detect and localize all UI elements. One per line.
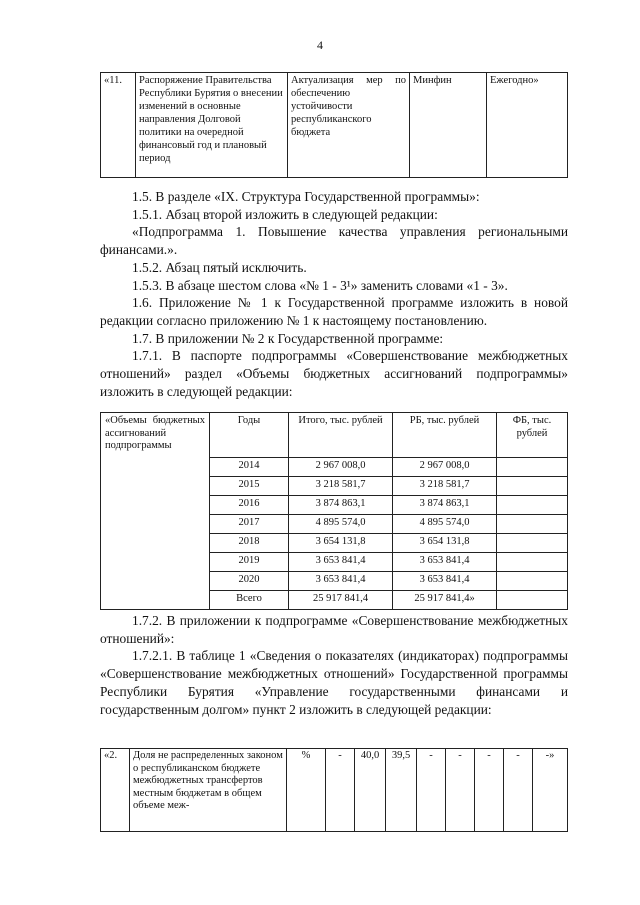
cell-fb	[497, 496, 568, 515]
table-1	[100, 72, 568, 178]
cell-unit: %	[287, 749, 326, 832]
cell-rb: 3 654 131,8	[393, 534, 497, 553]
table-header-row	[101, 413, 568, 458]
cell-label: «Объемы бюджетных ассигнований подпрограммы	[101, 413, 210, 610]
cell-fb	[497, 515, 568, 534]
cell-value: 40,0	[355, 749, 386, 832]
cell-document: Распоряжение Правительства Республики Бурятия о внесении изменений в основные направления Долговой политики на очередной финансовый год и плановый период	[136, 73, 288, 178]
cell-rb: 3 874 863,1	[393, 496, 497, 515]
cell-number: «2.	[101, 749, 130, 832]
header-fb: ФБ, тыс. рублей	[497, 413, 568, 458]
table-2	[100, 412, 568, 610]
cell-total: 4 895 574,0	[289, 515, 393, 534]
cell-rb: 25 917 841,4»	[393, 591, 497, 610]
cell-rb: 3 218 581,7	[393, 477, 497, 496]
paragraph: 1.6. Приложение № 1 к Государственной программе изложить в новой редакции согласно приложению № 1 к настоящему постановлению.	[100, 295, 568, 328]
paragraph: 1.5.1. Абзац второй изложить в следующей редакции:	[132, 206, 438, 222]
cell-total: 3 654 131,8	[289, 534, 393, 553]
cell-period: Ежегодно»	[487, 73, 568, 178]
paragraph: 1.5.2. Абзац пятый исключить.	[132, 259, 307, 275]
cell-value: -	[326, 749, 355, 832]
cell-year: 2017	[210, 515, 289, 534]
cell-fb	[497, 458, 568, 477]
cell-fb	[497, 477, 568, 496]
cell-rb: 3 653 841,4	[393, 572, 497, 591]
paragraph: 1.5. В разделе «IX. Структура Государственной программы»:	[132, 189, 480, 204]
header-rb: РБ, тыс. рублей	[393, 413, 497, 458]
cell-fb	[497, 534, 568, 553]
cell-total: 2 967 008,0	[289, 458, 393, 477]
text-block-2	[100, 612, 568, 718]
cell-value: -	[504, 749, 533, 832]
header-total: Итого, тыс. рублей	[289, 413, 393, 458]
cell-purpose: Актуализация мер по обеспечению устойчивости республиканского бюджета	[288, 73, 410, 178]
cell-year: 2014	[210, 458, 289, 477]
cell-fb	[497, 591, 568, 610]
paragraph: «Подпрограмма 1. Повышение качества управления региональными финансами.».	[100, 224, 568, 258]
cell-year: 2015	[210, 477, 289, 496]
cell-total: 3 218 581,7	[289, 477, 393, 496]
paragraph: 1.7.2.1. В таблице 1 «Сведения о показателях (индикаторах) подпрограммы «Совершенствование межбюджетных отношений» Государственной программы Республики Бурятия «Управление государственными финансами и государственным долгом» пункт 2 изложить в следующей редакции:	[100, 648, 568, 717]
cell-total: 25 917 841,4	[289, 591, 393, 610]
cell-year: 2018	[210, 534, 289, 553]
cell-responsible: Минфин	[410, 73, 487, 178]
cell-fb	[497, 553, 568, 572]
cell-rb: 3 653 841,4	[393, 553, 497, 572]
cell-number: «11.	[101, 73, 136, 178]
page-number: 4	[317, 38, 323, 52]
text-block-1	[100, 188, 568, 400]
cell-value: -»	[533, 749, 568, 832]
cell-total: 3 653 841,4	[289, 572, 393, 591]
cell-year: 2019	[210, 553, 289, 572]
cell-year: Всего	[210, 591, 289, 610]
cell-indicator: Доля не распределенных законом о республиканском бюджете межбюджетных трансфертов местным бюджетам в общем объеме меж-	[130, 749, 287, 832]
cell-value: -	[475, 749, 504, 832]
paragraph: 1.7. В приложении № 2 к Государственной программе:	[132, 330, 444, 346]
cell-value: -	[446, 749, 475, 832]
cell-rb: 4 895 574,0	[393, 515, 497, 534]
table-row	[101, 749, 568, 832]
cell-value: -	[417, 749, 446, 832]
cell-fb	[497, 572, 568, 591]
header-years: Годы	[210, 413, 289, 458]
table-row	[101, 73, 568, 178]
paragraph: 1.7.2. В приложении к подпрограмме «Совершенствование межбюджетных отношений»:	[100, 613, 568, 646]
cell-total: 3 874 863,1	[289, 496, 393, 515]
cell-year: 2016	[210, 496, 289, 515]
cell-rb: 2 967 008,0	[393, 458, 497, 477]
cell-value: 39,5	[386, 749, 417, 832]
paragraph: 1.5.3. В абзаце шестом слова «№ 1 - 3¹» заменить словами «1 - 3».	[132, 277, 508, 293]
table-3	[100, 748, 568, 832]
cell-year: 2020	[210, 572, 289, 591]
paragraph: 1.7.1. В паспорте подпрограммы «Совершенствование межбюджетных отношений» раздел «Объемы бюджетных ассигнований подпрограммы» изложить в следующей редакции:	[100, 348, 568, 399]
cell-total: 3 653 841,4	[289, 553, 393, 572]
